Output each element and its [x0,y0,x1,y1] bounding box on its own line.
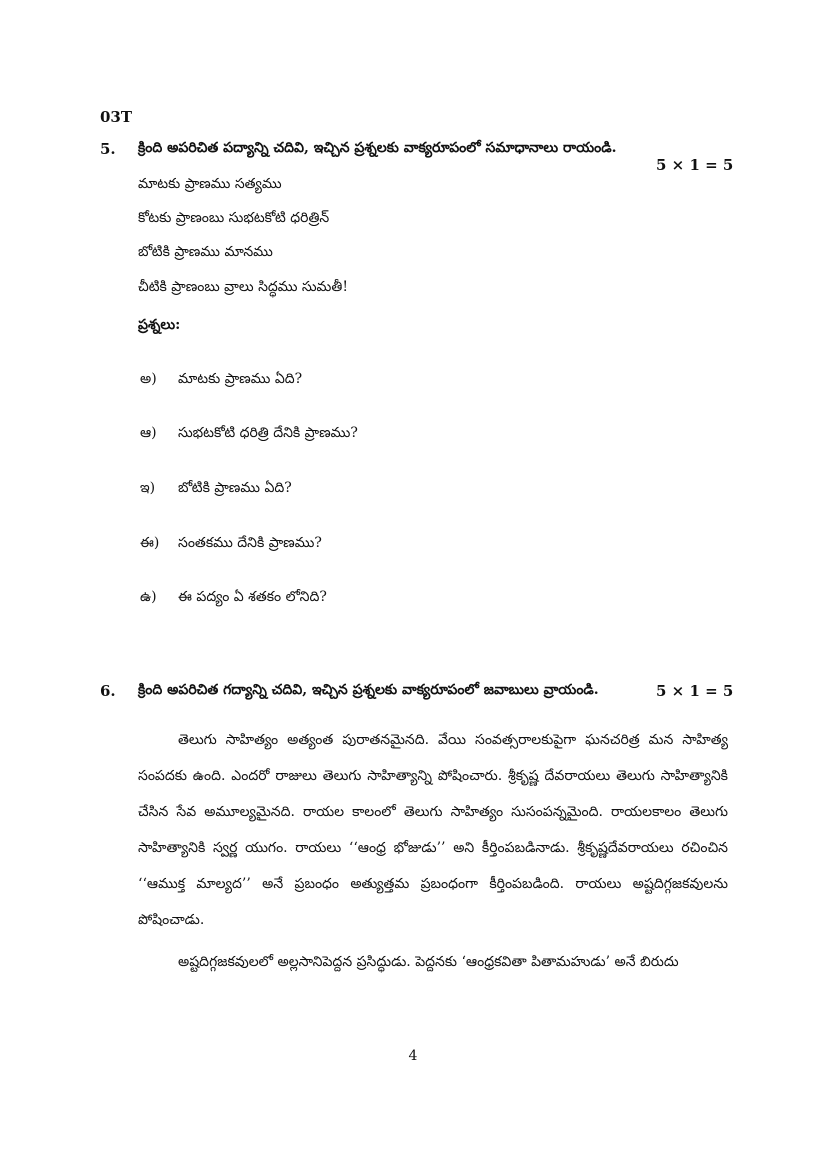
question-5-a-label: అ) [140,371,157,387]
question-6-number: 6. [100,682,116,700]
passage [138,722,728,980]
question-5-b-text: సుభటకోటి ధరిత్రి దేనికి ప్రాణము? [178,425,358,441]
page-number: 4 [408,1048,418,1064]
question-5-a-text: మాటకు ప్రాణము ఏది? [178,371,303,387]
passage-paragraph-1: తెలుగు సాహిత్యం అత్యంత పురాతనమైనది. వేయి సంవత్సరాలకుపైగా ఘనచరిత్ర మన సాహిత్య సంపదకు ఉంది. ఎందరో రాజులు తెలుగు సాహిత్యాన్ని పోషించారు. శ్రీకృష్ణ దేవరాయలు తెలుగు సాహిత్యానికి చేసిన సేవ అమూల్యమైనది. రాయల కాలంలో తెలుగు సాహిత్యం సుసంపన్నమైంది. రాయలకాలం తెలుగు సాహిత్యానికి స్వర్ణ యుగం. రాయలు ‘‘ఆంధ్ర భోజుడు’’ అని కీర్తింపబడినాడు. శ్రీకృష్ణదేవరాయలు రచించిన ‘‘ఆముక్త మాల్యద’’ అనే ప్రబంధం అత్యుత్తమ ప్రబంధంగా కీర్తింపబడింది. రాయలు అష్టదిగ్గజకవులను పోషించాడు. [138,732,728,928]
questions-label: ప్రశ్నలు: [138,317,181,333]
poem-line: కోటకు ప్రాణంబు సుభటకోటి ధరిత్రిన్ [138,210,330,226]
question-5-d-label: ఈ) [140,535,160,551]
paper-code: 03T [100,108,133,126]
question-5-d-text: సంతకము దేనికి ప్రాణము? [178,535,322,551]
question-6-marks: 5 × 1 = 5 [656,682,734,700]
question-5-marks: 5 × 1 = 5 [656,156,734,174]
passage-paragraph-2: అష్టదిగ్గజకవులలో అల్లసానిపెద్దన ప్రసిద్ధుడు. పెద్దనకు ‘ఆంధ్రకవితా పితామహుడు’ అనే బిరుదు [178,954,679,970]
question-5-c-label: ఇ) [140,480,156,496]
poem-line: బోటికి ప్రాణము మానము [138,244,273,260]
question-5-c-text: బోటికి ప్రాణము ఏది? [178,480,292,496]
question-5-number: 5. [100,140,116,158]
poem-line: మాటకు ప్రాణము సత్యము [138,176,282,192]
question-5-e-label: ఉ) [140,589,157,605]
poem-line: చీటికి ప్రాణంబు వ్రాలు సిద్ధము సుమతీ! [138,279,348,295]
question-5-heading: క్రింది అపరిచిత పద్యాన్ని చదివి, ఇచ్చిన ప్రశ్నలకు వాక్యరూపంలో సమాధానాలు రాయండి. [138,140,617,156]
question-5-e-text: ఈ పద్యం ఏ శతకం లోనిది? [178,589,327,605]
question-5-b-label: ఆ) [140,425,157,441]
question-6-heading: క్రింది అపరిచిత గద్యాన్ని చదివి, ఇచ్చిన ప్రశ్నలకు వాక్యరూపంలో జవాబులు వ్రాయండి. [138,682,599,698]
